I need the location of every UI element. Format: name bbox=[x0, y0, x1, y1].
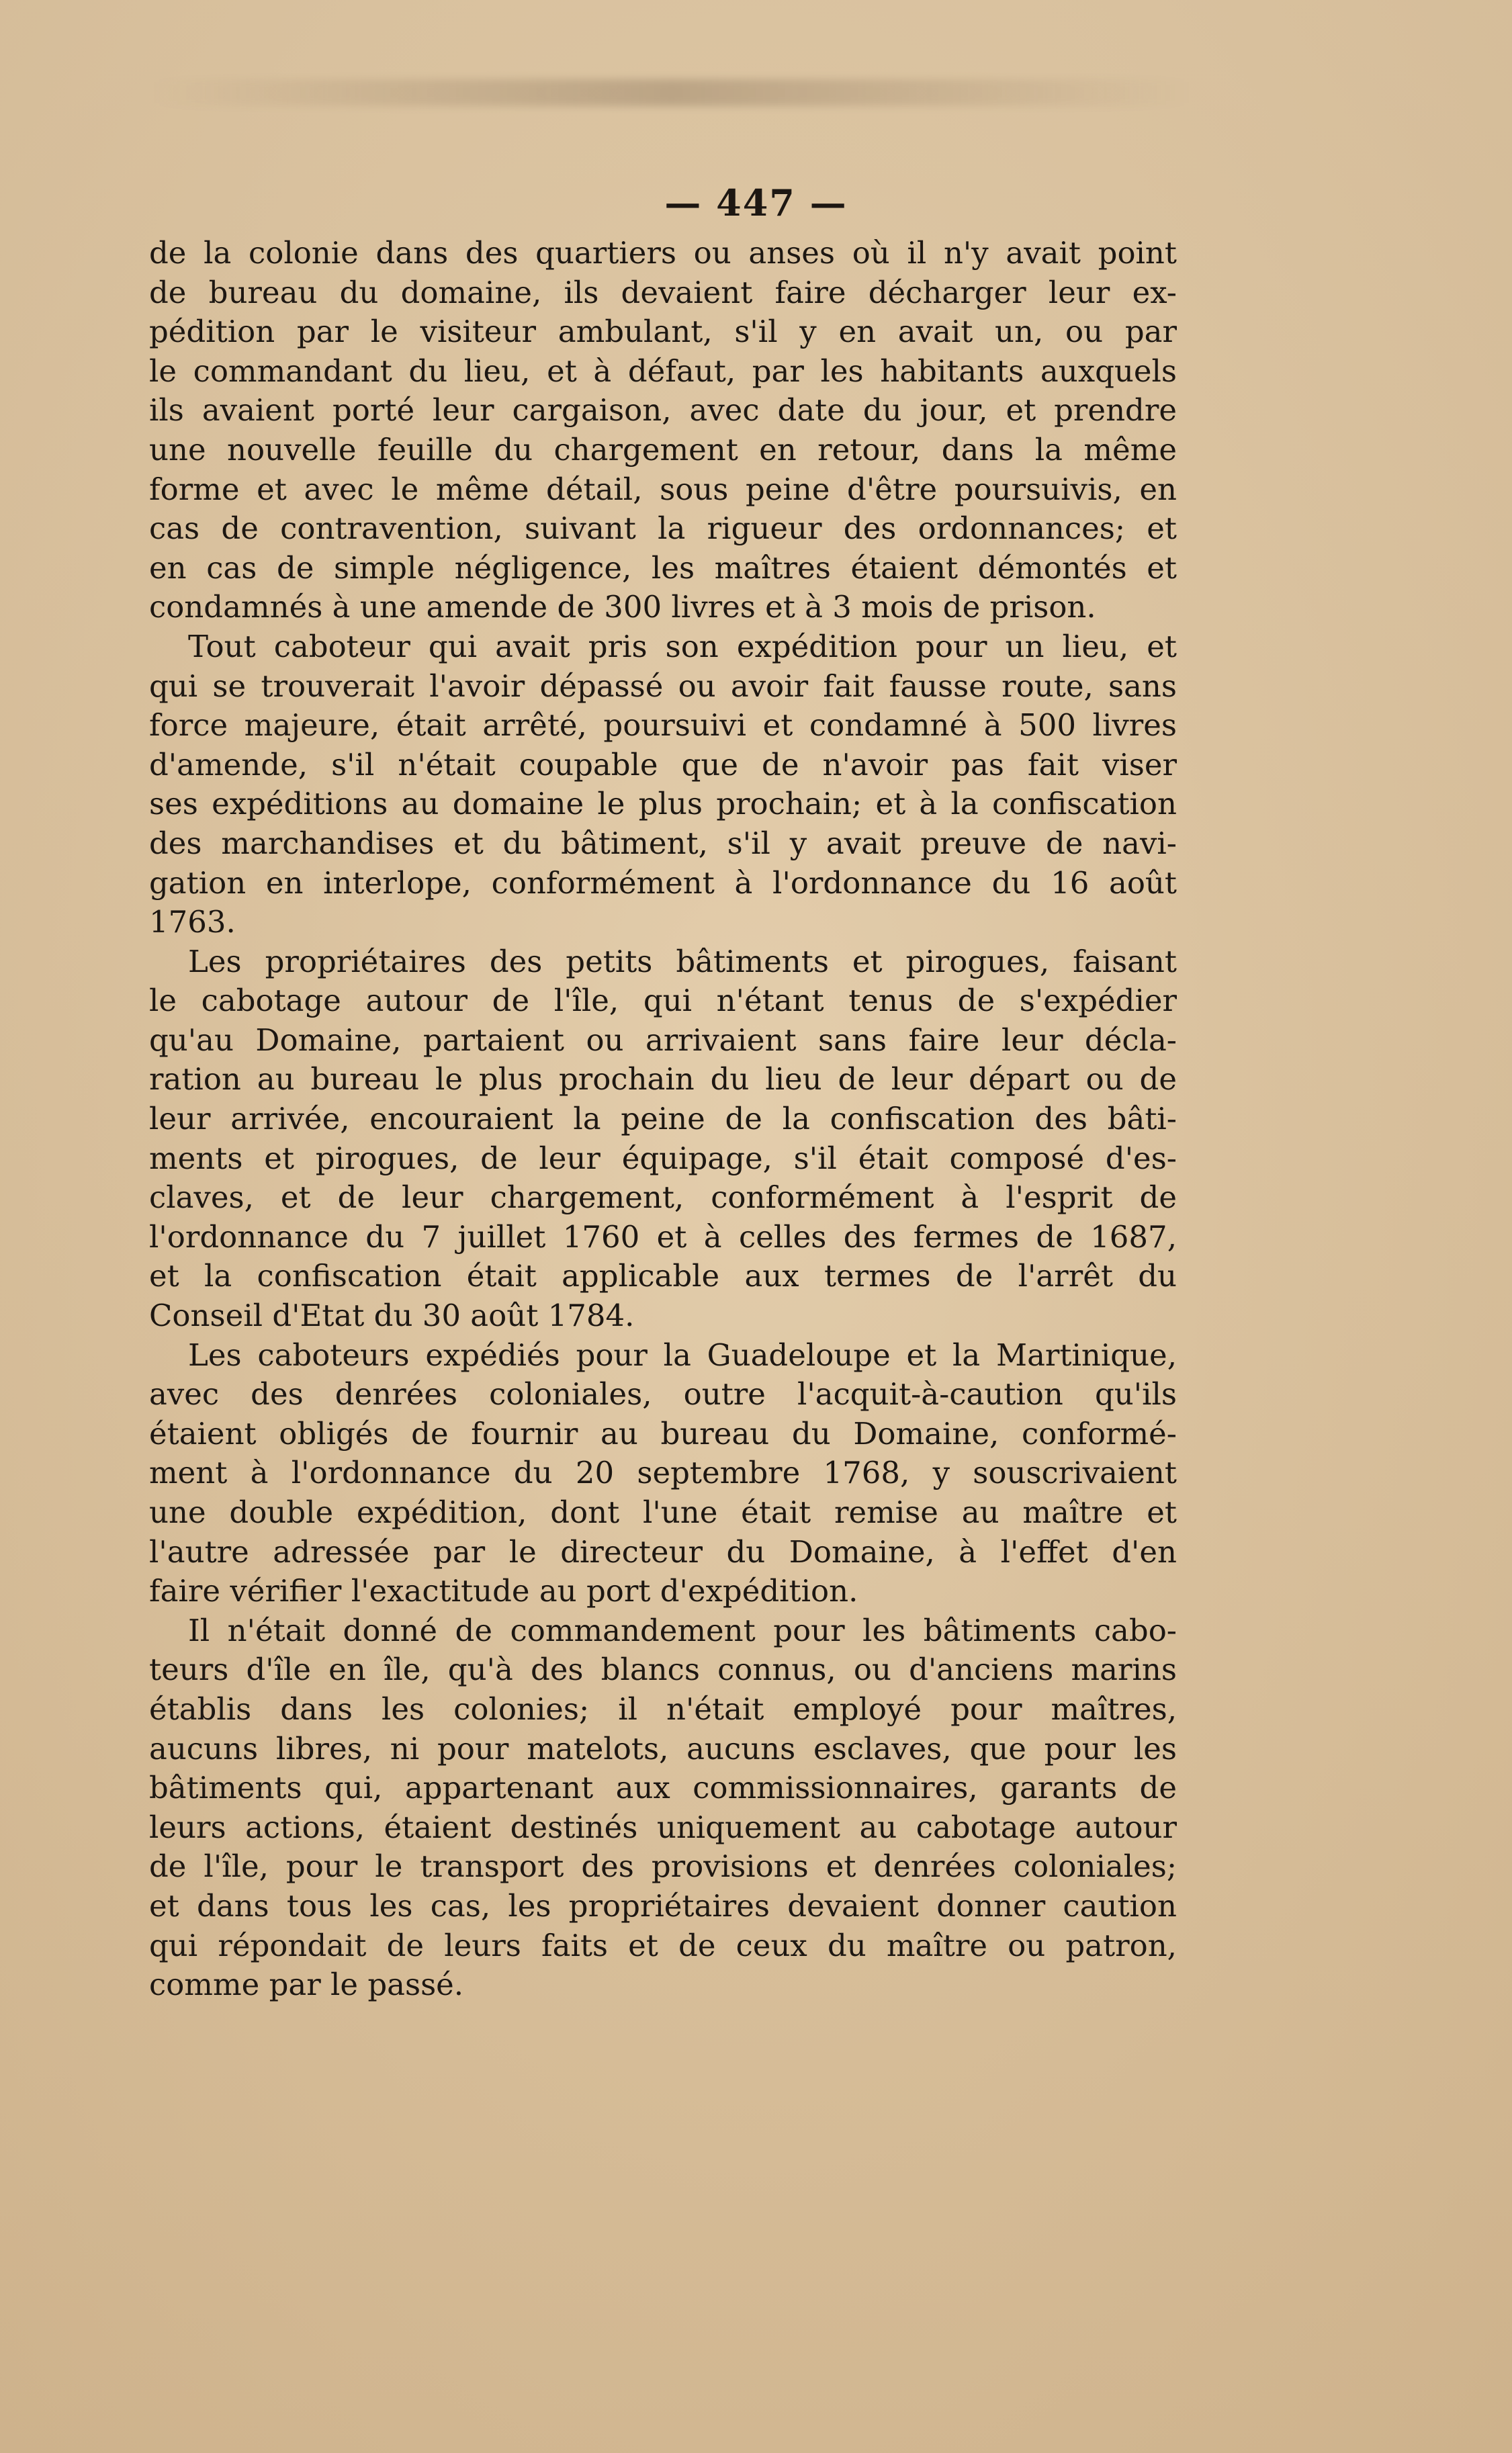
text-line: faire vérifier l'exactitude au port d'expédition. bbox=[149, 1573, 858, 1609]
text-line: l'ordonnance du 7 juillet 1760 et à celles des fermes de 1687, bbox=[149, 1218, 1177, 1255]
text-line: Conseil d'Etat du 30 août 1784. bbox=[149, 1298, 635, 1334]
text-line: teurs d'île en île, qu'à des blancs connus, ou d'anciens marins bbox=[149, 1652, 1177, 1688]
text-line: le cabotage autour de l'île, qui n'étant tenus de s'expédier bbox=[149, 983, 1177, 1019]
text-line: bâtiments qui, appartenant aux commissionnaires, garants de bbox=[149, 1770, 1177, 1806]
text-line: pédition par le visiteur ambulant, s'il y en avait un, ou par bbox=[149, 314, 1177, 350]
text-line: le commandant du lieu, et à défaut, par les habitants auxquels bbox=[149, 353, 1177, 389]
text-line: une nouvelle feuille du chargement en retour, dans la même bbox=[149, 431, 1177, 467]
text-line: de l'île, pour le transport des provisions et denrées coloniales; bbox=[149, 1848, 1177, 1885]
text-line: des marchandises et du bâtiment, s'il y avait preuve de navi- bbox=[149, 825, 1177, 861]
text-line: et dans tous les cas, les propriétaires devaient donner caution bbox=[149, 1887, 1177, 1924]
text-line: Tout caboteur qui avait pris son expédition pour un lieu, et bbox=[188, 628, 1177, 664]
text-line: ils avaient porté leur cargaison, avec date du jour, et prendre bbox=[149, 392, 1177, 429]
body-text bbox=[149, 234, 1177, 2005]
text-line: Il n'était donné de commandement pour les bâtiments cabo- bbox=[188, 1612, 1177, 1648]
text-line: claves, et de leur chargement, conformément à l'esprit de bbox=[149, 1179, 1177, 1216]
text-line: ments et pirogues, de leur équipage, s'il était composé d'es- bbox=[149, 1140, 1177, 1176]
text-line: aucuns libres, ni pour matelots, aucuns esclaves, que pour les bbox=[149, 1730, 1177, 1767]
text-line: condamnés à une amende de 300 livres et à 3 mois de prison. bbox=[149, 589, 1096, 625]
text-line: leurs actions, étaient destinés uniquement au cabotage autour bbox=[149, 1809, 1177, 1845]
text-line: qui se trouverait l'avoir dépassé ou avoir fait fausse route, sans bbox=[149, 668, 1177, 704]
text-line: de la colonie dans des quartiers ou anses où il n'y avait point bbox=[149, 235, 1177, 271]
text-line: gation en interlope, conformément à l'ordonnance du 16 août bbox=[149, 864, 1177, 901]
text-line: cas de contravention, suivant la rigueur des ordonnances; et bbox=[149, 510, 1177, 547]
text-line: d'amende, s'il n'était coupable que de n'avoir pas fait viser bbox=[149, 746, 1177, 783]
text-line: qu'au Domaine, partaient ou arrivaient sans faire leur décla- bbox=[149, 1022, 1177, 1058]
text-line: forme et avec le même détail, sous peine d'être poursuivis, en bbox=[149, 471, 1177, 507]
text-line: ration au bureau le plus prochain du lieu de leur départ ou de bbox=[149, 1061, 1177, 1098]
page-number: — 447 — bbox=[664, 181, 848, 224]
text-line: ment à l'ordonnance du 20 septembre 1768, y souscrivaient bbox=[149, 1455, 1177, 1491]
text-line: comme par le passé. bbox=[149, 1967, 464, 2003]
text-line: en cas de simple négligence, les maîtres étaient démontés et bbox=[149, 549, 1177, 586]
text-line: et la confiscation était applicable aux termes de l'arrêt du bbox=[149, 1258, 1177, 1294]
text-line: de bureau du domaine, ils devaient faire décharger leur ex- bbox=[149, 274, 1177, 310]
text-line: Les caboteurs expédiés pour la Guadeloupe et la Martinique, bbox=[188, 1337, 1177, 1373]
page-edge-shadow bbox=[148, 79, 1196, 106]
text-line: force majeure, était arrêté, poursuivi et condamné à 500 livres bbox=[149, 707, 1177, 744]
text-line: l'autre adressée par le directeur du Domaine, à l'effet d'en bbox=[149, 1533, 1177, 1570]
text-line: leur arrivée, encouraient la peine de la confiscation des bâti- bbox=[149, 1101, 1177, 1137]
text-line: Les propriétaires des petits bâtiments et pirogues, faisant bbox=[188, 943, 1177, 979]
text-line: avec des denrées coloniales, outre l'acquit-à-caution qu'ils bbox=[149, 1376, 1177, 1413]
text-line: qui répondait de leurs faits et de ceux du maître ou patron, bbox=[149, 1927, 1177, 1963]
text-line: une double expédition, dont l'une était remise au maître et bbox=[149, 1495, 1177, 1530]
text-line: étaient obligés de fournir au bureau du Domaine, conformé- bbox=[149, 1415, 1177, 1452]
text-line: 1763. bbox=[149, 904, 236, 940]
text-line: ses expéditions au domaine le plus prochain; et à la confiscation bbox=[149, 786, 1177, 822]
text-line: établis dans les colonies; il n'était employé pour maîtres, bbox=[149, 1691, 1177, 1727]
